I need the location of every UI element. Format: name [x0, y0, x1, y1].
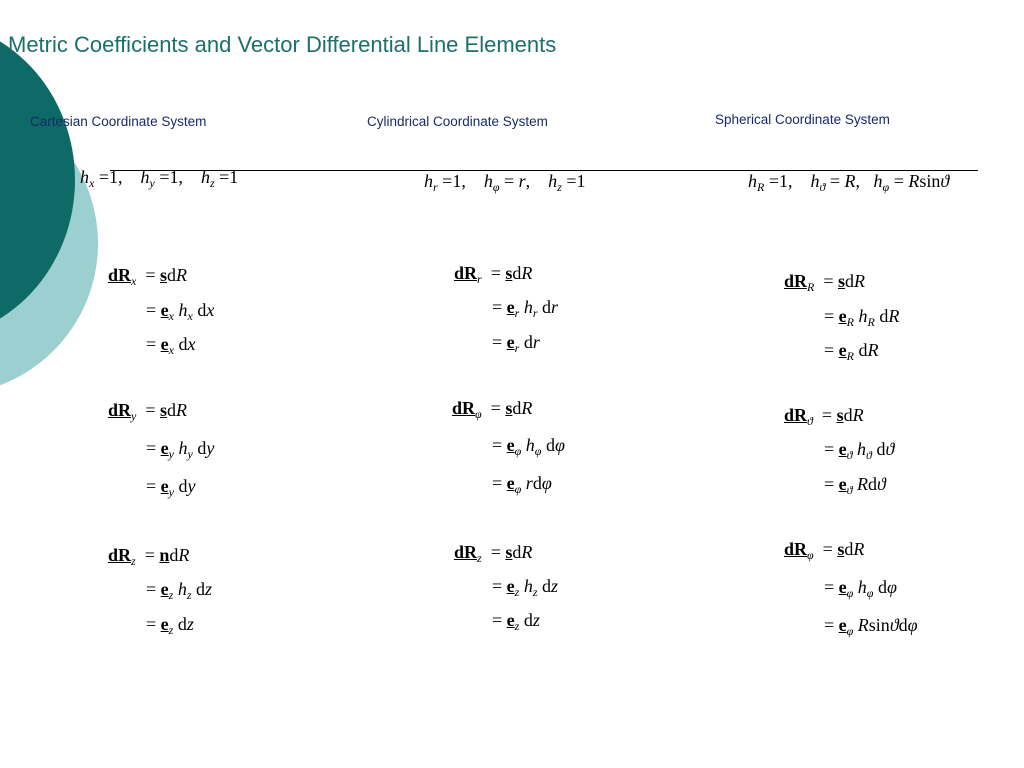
cartesian-dRy-line3: = $e_y$ dy	[146, 476, 196, 499]
cylindrical-metric-coefficients: $h_r =1$, $h_\varphi = r$, $h_z =1$	[424, 171, 586, 194]
cartesian-dRz-line3: = $e_z$ dz	[146, 614, 194, 637]
spherical-metric-coefficients: $h_R =1$, $h_ϑ = R$, $h_\varphi = Rsinϑ$	[748, 171, 950, 194]
spherical-dRR-line2: = $e_R$ $h_R$ dR	[824, 306, 900, 329]
cylindrical-heading: Cylindrical Coordinate System	[367, 114, 548, 129]
spherical-dRR-line1: $dR_R$ = sdR	[784, 271, 866, 294]
cylindrical-dRz-line3: = $e_z$ dz	[492, 610, 540, 633]
spherical-dRphi-line1: $dR_\varphi$ = sdR	[784, 539, 865, 562]
cartesian-dRz-line2: = $e_z$ $h_z$ dz	[146, 579, 213, 602]
cylindrical-dRr-line3: = $e_r$ dr	[492, 332, 540, 355]
cartesian-dRx-line1: $dR_x$ = sdR	[108, 265, 188, 288]
cartesian-dRz-line1: $dR_z$ = ndR	[108, 545, 190, 568]
cartesian-dRy-line2: = $e_y$ $h_y$ dy	[146, 438, 215, 461]
cylindrical-dRr-line1: $dR_r$ = sdR	[454, 263, 533, 286]
cartesian-dRy-line1: $dR_y$ = sdR	[108, 400, 188, 423]
spherical-dRphi-line3: = $e_\varphi$ Rsinϑdφ	[824, 615, 918, 638]
spherical-dRR-line3: = $e_R$ dR	[824, 340, 879, 363]
spherical-dRphi-line2: = $e_\varphi$ $h_\varphi$ dφ	[824, 577, 897, 600]
cylindrical-dRz-line2: = $e_z$ $h_z$ dz	[492, 576, 559, 599]
cartesian-metric-coefficients: $h_x =1$, $h_y =1$, $h_z =1$	[80, 167, 239, 190]
cylindrical-dRphi-line3: = $e_\varphi$ rdφ	[492, 473, 552, 496]
cartesian-dRx-line2: = $e_x$ $h_x$ dx	[146, 300, 215, 323]
cartesian-heading: Cartesian Coordinate System	[30, 114, 207, 129]
cylindrical-dRphi-line2: = $e_\varphi$ $h_\varphi$ dφ	[492, 435, 565, 458]
cartesian-dRx-line3: = $e_x$ dx	[146, 334, 196, 357]
spherical-heading: Spherical Coordinate System	[715, 112, 890, 127]
spherical-dRtheta-line1: $dR_ϑ$ = sdR	[784, 405, 864, 428]
cylindrical-dRphi-line1: $dR_\varphi$ = sdR	[452, 398, 533, 421]
cylindrical-dRr-line2: = $e_r$ $h_r$ dr	[492, 297, 559, 320]
cylindrical-dRz-line1: $dR_z$ = sdR	[454, 542, 533, 565]
slide-title: Metric Coefficients and Vector Differential Line Elements	[8, 32, 557, 57]
spherical-dRtheta-line3: = $e_ϑ$ Rdϑ	[824, 474, 886, 497]
spherical-dRtheta-line2: = $e_ϑ$ $h_ϑ$ dϑ	[824, 439, 895, 462]
